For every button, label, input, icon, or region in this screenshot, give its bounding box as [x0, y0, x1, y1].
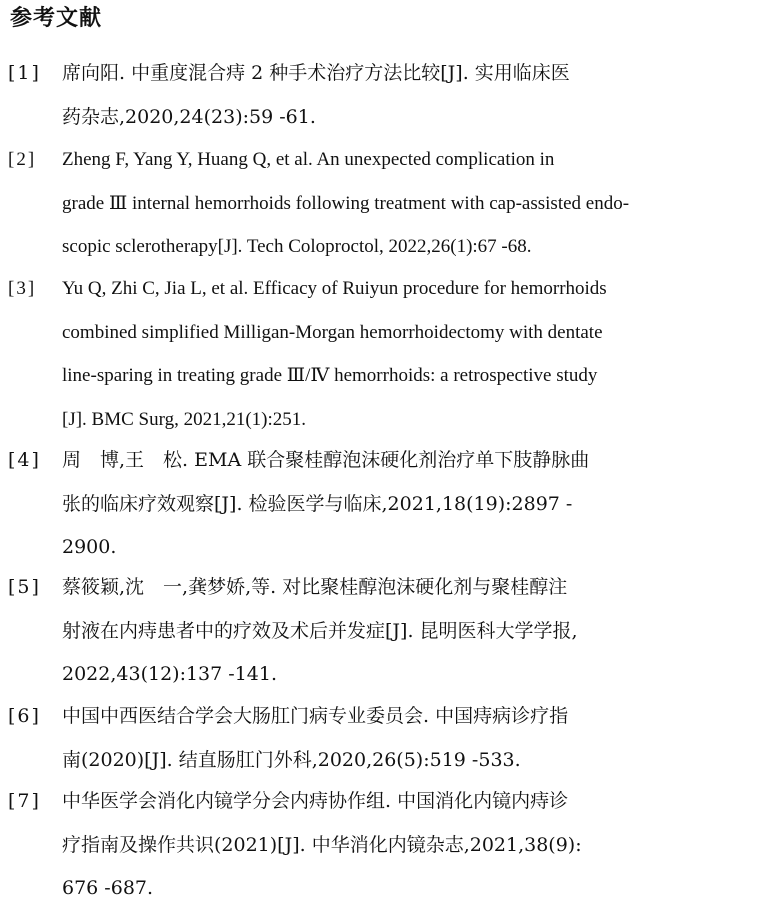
reference-line: combined simplified Milligan-Morgan hemorrhoidectomy with dentate [62, 321, 603, 343]
reference-number: [1] [8, 62, 41, 84]
references-heading: 参考文献 [10, 6, 103, 31]
reference-line: 射液在内痔患者中的疗效及术后并发症[J]. 昆明医科大学学报, [62, 619, 578, 642]
reference-line: 药杂志,2020,24(23):59 -61. [62, 105, 316, 128]
reference-number: [5] [8, 576, 41, 598]
reference-line: 周 博,王 松. EMA 联合聚桂醇泡沫硬化剂治疗单下肢静脉曲 [62, 449, 590, 471]
reference-number: [6] [8, 705, 41, 727]
reference-number: [4] [8, 449, 41, 471]
reference-line: 中华医学会消化内镜学分会内痔协作组. 中国消化内镜内痔诊 [62, 790, 569, 812]
reference-line: 张的临床疗效观察[J]. 检验医学与临床,2021,18(19):2897 - [62, 492, 573, 515]
reference-line: 南(2020)[J]. 结直肠肛门外科,2020,26(5):519 -533. [62, 748, 521, 771]
reference-line: 中国中西医结合学会大肠肛门病专业委员会. 中国痔病诊疗指 [62, 705, 569, 727]
reference-number: [2] [8, 149, 37, 170]
reference-line: 2022,43(12):137 -141. [62, 663, 278, 685]
reference-number: [7] [8, 790, 41, 812]
reference-line: Zheng F, Yang Y, Huang Q, et al. An unexpected complication in [62, 149, 555, 170]
reference-line: scopic sclerotherapy[J]. Tech Coloproctol, 2022,26(1):67 -68. [62, 236, 532, 257]
reference-line: [J]. BMC Surg, 2021,21(1):251. [62, 408, 307, 430]
reference-line: grade Ⅲ internal hemorrhoids following treatment with cap-assisted endo- [62, 192, 630, 214]
reference-line: 2900. [62, 536, 117, 558]
reference-line: 疗指南及操作共识(2021)[J]. 中华消化内镜杂志,2021,38(9): [62, 833, 582, 856]
reference-line: line-sparing in treating grade Ⅲ/Ⅳ hemorrhoids: a retrospective study [62, 365, 598, 386]
reference-line: 席向阳. 中重度混合痔 2 种手术治疗方法比较[J]. 实用临床医 [62, 62, 570, 84]
reference-line: 676 -687. [62, 877, 154, 899]
reference-line: Yu Q, Zhi C, Jia L, et al. Efficacy of Ruiyun procedure for hemorrhoids [62, 278, 607, 299]
reference-number: [3] [8, 278, 37, 299]
reference-line: 蔡筱颖,沈 一,龚梦娇,等. 对比聚桂醇泡沫硬化剂与聚桂醇注 [62, 576, 568, 598]
